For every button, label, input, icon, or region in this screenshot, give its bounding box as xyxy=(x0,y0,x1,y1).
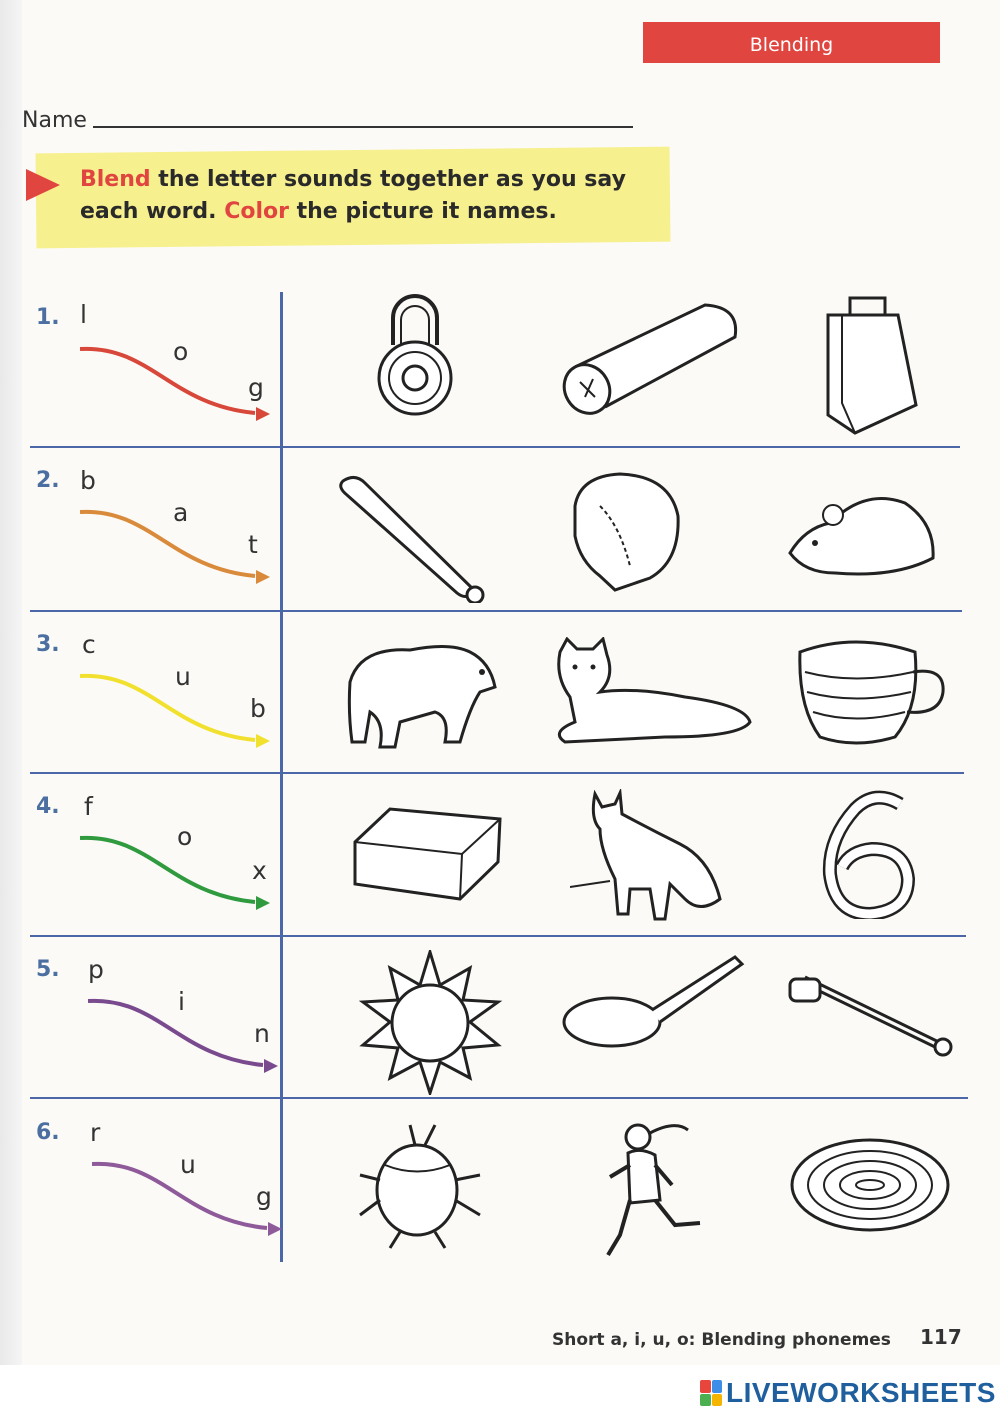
cat-icon[interactable] xyxy=(545,637,755,747)
section-banner: Blending xyxy=(643,22,940,63)
name-label: Name xyxy=(22,108,87,133)
sun-icon[interactable] xyxy=(358,950,503,1095)
paper-bag-icon[interactable] xyxy=(820,293,920,438)
beetle-icon[interactable] xyxy=(355,1120,485,1250)
column-divider xyxy=(280,292,283,1262)
letter-2: i xyxy=(178,987,185,1016)
instruction-part: the letter sounds together as you say xyxy=(150,167,626,192)
letter-3: b xyxy=(250,694,266,723)
logo-badge-icon xyxy=(700,1380,722,1406)
row-divider xyxy=(30,610,962,612)
keyword-blend: Blend xyxy=(80,167,151,192)
box-icon[interactable] xyxy=(350,804,505,904)
letter-2: o xyxy=(177,822,193,851)
letter-1: f xyxy=(84,792,93,821)
item-number: 5. xyxy=(36,957,60,982)
baseball-glove-icon[interactable] xyxy=(560,466,690,596)
row-divider xyxy=(30,772,964,774)
keyword-color: Color xyxy=(224,199,289,224)
letter-2: u xyxy=(180,1150,196,1179)
instruction-part: the picture it names. xyxy=(288,199,557,224)
letter-3: g xyxy=(248,373,264,402)
rat-icon[interactable] xyxy=(785,483,945,583)
item-number: 4. xyxy=(36,794,60,819)
number-six-icon[interactable] xyxy=(820,789,920,919)
item-number: 3. xyxy=(36,632,60,657)
liveworksheets-logo xyxy=(700,1378,996,1408)
instruction-text xyxy=(80,164,660,228)
blend-arrow-icon xyxy=(92,1150,292,1240)
page-number: 117 xyxy=(920,1325,962,1349)
page-edge-shadow xyxy=(0,0,22,1365)
row-divider xyxy=(30,935,966,937)
letter-1: c xyxy=(82,630,96,659)
letter-2: a xyxy=(173,498,189,527)
blend-arrow-icon xyxy=(80,335,280,425)
blend-arrow-icon xyxy=(88,987,288,1077)
cup-icon[interactable] xyxy=(795,637,950,747)
letter-2: u xyxy=(175,662,191,691)
letter-3: g xyxy=(256,1182,272,1211)
letter-1: b xyxy=(80,466,96,495)
blend-arrow-icon xyxy=(80,824,280,914)
item-number: 2. xyxy=(36,468,60,493)
item-number: 1. xyxy=(36,305,60,330)
letter-1: r xyxy=(90,1118,101,1147)
letter-3: t xyxy=(248,530,258,559)
letter-2: o xyxy=(173,337,189,366)
instruction-part: each word. xyxy=(80,199,225,224)
letter-1: l xyxy=(80,300,87,329)
safety-pin-icon[interactable] xyxy=(785,967,955,1057)
blend-arrow-icon xyxy=(80,498,280,588)
log-icon[interactable] xyxy=(555,297,745,417)
frying-pan-icon[interactable] xyxy=(560,952,745,1052)
row-divider xyxy=(30,1097,968,1099)
row-divider xyxy=(30,446,960,448)
combination-lock-icon[interactable] xyxy=(375,290,455,420)
letter-3: n xyxy=(254,1019,270,1048)
running-girl-icon[interactable] xyxy=(600,1115,710,1265)
baseball-bat-icon[interactable] xyxy=(335,473,495,603)
fox-icon[interactable] xyxy=(570,789,730,924)
bear-cub-icon[interactable] xyxy=(340,632,500,752)
footer-caption: Short a, i, u, o: Blending phonemes xyxy=(552,1330,891,1350)
oval-rug-icon[interactable] xyxy=(788,1135,953,1235)
logo-text: LIVEWORKSHEETS xyxy=(726,1377,996,1408)
name-field[interactable] xyxy=(93,126,633,128)
letter-1: p xyxy=(88,955,104,984)
arrow-icon xyxy=(26,169,60,201)
item-number: 6. xyxy=(36,1120,60,1145)
blend-arrow-icon xyxy=(80,662,280,752)
letter-3: x xyxy=(252,856,267,885)
